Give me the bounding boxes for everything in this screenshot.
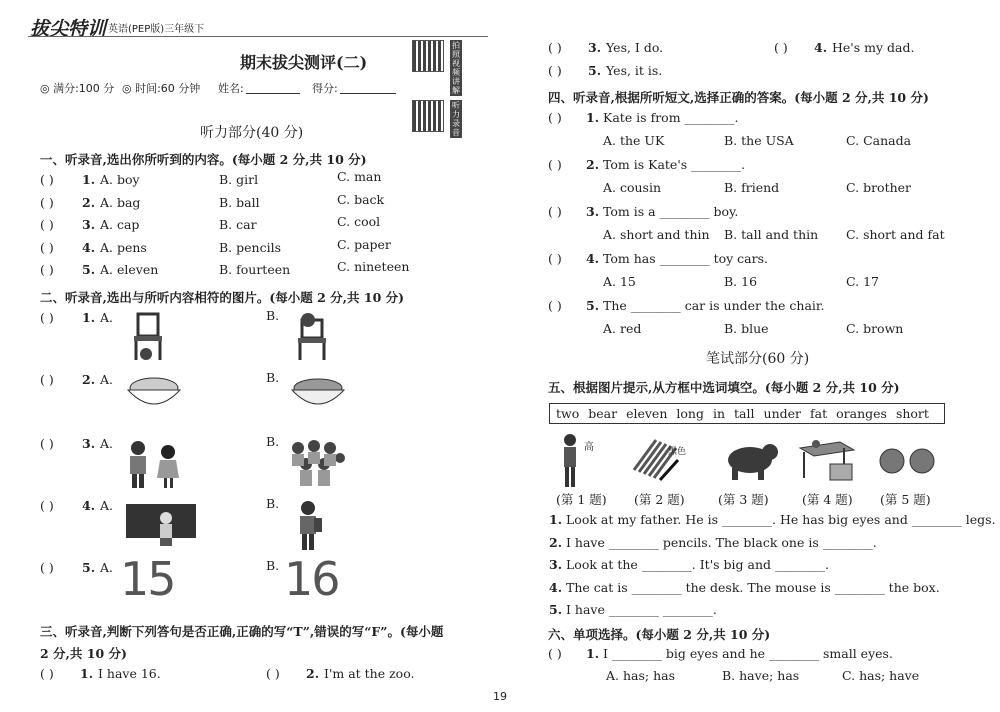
option-a: A.	[100, 560, 114, 575]
option-a: A.	[100, 436, 114, 451]
word-bank-item: in	[712, 406, 726, 421]
noodle-bowl-icon[interactable]	[288, 374, 348, 417]
question-number: 3.	[588, 40, 602, 55]
option-a: A. pens	[100, 239, 147, 255]
question-number: 1.	[586, 646, 600, 661]
question-number: 3.	[586, 204, 600, 219]
pic-label-2: (第 2 题)	[634, 492, 685, 507]
answer-sentence: Yes, I do.	[606, 40, 664, 55]
score-label: 得分:	[312, 82, 338, 95]
option-c: C. Canada	[846, 133, 912, 148]
sec3-title-line2: 2 分,共 10 分)	[40, 646, 127, 661]
student-backpack-icon[interactable]	[288, 500, 328, 555]
option-b: B. car	[219, 217, 257, 232]
option-b: B. ball	[219, 194, 260, 210]
option-a: A. short and thin	[603, 227, 710, 242]
answer-paren[interactable]: ( )	[40, 498, 54, 513]
teacher-blackboard-icon[interactable]	[124, 500, 198, 549]
sec2-title: 二、听录音,选出与所听内容相符的图片。(每小题 2 分,共 10 分)	[40, 290, 405, 305]
option-c: C. 17	[846, 274, 879, 289]
two-children-icon[interactable]	[124, 438, 184, 493]
option-b: B.	[266, 558, 280, 573]
option-a: A. the UK	[603, 133, 665, 148]
answer-sentence: He's my dad.	[832, 40, 915, 55]
question-number: 2.	[82, 194, 96, 210]
qr-code-audio[interactable]	[412, 100, 444, 132]
word-bank-item: long	[676, 406, 704, 421]
option-b: B. the USA	[724, 133, 794, 148]
question-number: 4.	[82, 239, 96, 255]
question-number: 1.	[82, 310, 96, 325]
option-c: C. cool	[337, 214, 381, 229]
number-fifteen[interactable]: 15	[120, 552, 175, 606]
sec5-title: 五、根据图片提示,从方框中选词填空。(每小题 2 分,共 10 分)	[548, 380, 900, 395]
question-number: 4.	[814, 40, 828, 55]
question-number: 2.	[549, 534, 563, 550]
answer-sentence: Yes, it is.	[606, 63, 663, 78]
answer-paren[interactable]: ( )	[548, 646, 562, 661]
option-c: C. back	[337, 191, 385, 207]
word-bank-item: fat	[810, 406, 828, 421]
option-a: A. eleven	[100, 262, 159, 277]
question-text: Tom is Kate's ________.	[603, 157, 746, 172]
question-number: 5.	[82, 560, 96, 575]
answer-paren[interactable]: ( )	[548, 63, 562, 78]
question-number: 1.	[549, 512, 563, 527]
question-number: 2.	[586, 157, 600, 172]
full-score: ◎ 满分:100 分	[40, 82, 115, 95]
chair-with-ball-under-icon[interactable]	[124, 312, 168, 365]
option-a: A. cap	[100, 217, 140, 232]
question-number: 4.	[82, 498, 96, 513]
writing-title: 笔试部分(60 分)	[706, 351, 810, 367]
desk-cat-mouse-icon	[796, 436, 860, 486]
option-b: B.	[266, 370, 280, 385]
option-c: C. brother	[846, 180, 912, 195]
word-bank-item: bear	[588, 406, 618, 421]
question-text: Tom is a ________ boy.	[603, 204, 739, 219]
option-b: B. fourteen	[219, 262, 291, 277]
question-text: The ________ car is under the chair.	[603, 298, 825, 313]
number-sixteen[interactable]: 16	[284, 552, 339, 606]
option-b: B. tall and thin	[724, 227, 819, 242]
pic1-tag: 高	[584, 442, 594, 453]
time-limit: ◎ 时间:60 分钟	[122, 82, 201, 95]
two-oranges-icon	[878, 446, 942, 478]
qr-audio-label: 听力录音	[452, 101, 460, 137]
question-number: 3.	[549, 557, 563, 572]
fill-blank-sentence[interactable]: Look at my father. He is ________. He has big eyes and ________ legs.	[566, 512, 996, 527]
option-a: A. cousin	[603, 180, 662, 195]
word-bank-item: two	[556, 406, 580, 421]
sec1-title: 一、听录音,选出你所听到的内容。(每小题 2 分,共 10 分)	[40, 152, 367, 167]
name-label: 姓名:	[218, 82, 244, 95]
answer-sentence: I have 16.	[98, 666, 161, 681]
qr-code-video[interactable]	[412, 40, 444, 72]
answer-paren[interactable]: ( )	[548, 157, 562, 172]
word-bank-item: under	[763, 406, 801, 421]
option-c: C. man	[337, 169, 382, 184]
page-title: 期末拔尖测评(二)	[240, 53, 368, 72]
answer-paren[interactable]: ( )	[40, 194, 54, 210]
answer-paren[interactable]: ( )	[548, 204, 562, 219]
word-bank-item: oranges	[836, 406, 887, 421]
answer-paren[interactable]: ( )	[548, 251, 562, 266]
option-a: A. red	[603, 321, 642, 336]
word-bank-item: short	[895, 406, 929, 421]
question-number: 4.	[586, 251, 600, 266]
answer-paren[interactable]: ( )	[40, 436, 54, 451]
option-b: B. girl	[219, 172, 259, 187]
option-b: B.	[266, 308, 280, 323]
answer-paren[interactable]: ( )	[40, 217, 54, 232]
answer-paren[interactable]: ( )	[774, 40, 788, 55]
question-text: I ________ big eyes and he ________ small eyes.	[603, 646, 893, 661]
question-number: 4.	[549, 579, 563, 595]
pic-label-4: (第 4 题)	[802, 492, 853, 507]
option-b: B. pencils	[219, 239, 281, 255]
header-divider	[28, 36, 488, 37]
option-a: A.	[100, 310, 114, 325]
bear-icon	[718, 438, 780, 482]
question-number: 5.	[588, 63, 602, 78]
answer-paren[interactable]: ( )	[40, 262, 54, 277]
question-number: 3.	[82, 217, 96, 232]
question-number: 1.	[82, 172, 96, 187]
pic-label-3: (第 3 题)	[718, 492, 769, 507]
fill-blank-sentence[interactable]: I have ________ ________.	[566, 602, 717, 617]
word-bank-item: eleven	[626, 406, 668, 421]
pic-label-5: (第 5 题)	[880, 492, 931, 507]
option-b: B. have; has	[722, 668, 800, 683]
option-a: A. boy	[100, 172, 140, 187]
option-a: A.	[100, 498, 114, 513]
option-a: A. has; has	[606, 668, 675, 683]
sec4-title: 四、听录音,根据所听短文,选择正确的答案。(每小题 2 分,共 10 分)	[548, 90, 929, 105]
answer-paren[interactable]: ( )	[548, 110, 562, 125]
subject-label: 英语(PEP版)三年级下	[108, 24, 205, 35]
fill-blank-sentence[interactable]: Look at the ________. It's big and ________.	[566, 557, 829, 572]
fill-blank-sentence[interactable]: The cat is ________ the desk. The mouse is ________ the box.	[566, 579, 940, 595]
question-number: 1.	[80, 666, 94, 681]
tall-man-icon	[556, 432, 606, 490]
question-number: 2.	[82, 372, 96, 387]
question-number: 1.	[586, 110, 600, 125]
answer-sentence: I'm at the zoo.	[324, 666, 415, 681]
listening-title: 听力部分(40 分)	[200, 125, 304, 141]
question-number: 5.	[586, 298, 600, 313]
page-number: 19	[493, 690, 507, 703]
chair-with-ball-on-icon[interactable]	[288, 312, 332, 365]
answer-paren[interactable]: ( )	[40, 560, 54, 575]
question-number: 5.	[549, 602, 563, 617]
qr-video-label: 拍照视频讲解	[452, 41, 460, 95]
group-children-icon[interactable]	[288, 438, 348, 493]
question-number: 3.	[82, 436, 96, 451]
option-b: B. blue	[724, 321, 769, 336]
question-text: Kate is from ________.	[603, 110, 739, 125]
sec3-title-line1: 三、听录音,判断下列答句是否正确,正确的写“T”,错误的写“F”。(每小题	[40, 624, 444, 639]
question-number: 5.	[82, 262, 96, 277]
answer-paren[interactable]: ( )	[548, 40, 562, 55]
question-number: 2.	[306, 666, 320, 681]
pic-label-1: (第 1 题)	[556, 492, 607, 507]
answer-paren[interactable]: ( )	[40, 310, 54, 325]
answer-paren[interactable]: ( )	[40, 239, 54, 255]
word-bank-item: tall	[734, 406, 755, 421]
answer-paren[interactable]: ( )	[40, 666, 54, 681]
option-b: B.	[266, 434, 280, 449]
option-c: C. nineteen	[337, 259, 410, 274]
brand-logo: 拔尖特训	[30, 18, 107, 40]
score-field[interactable]	[340, 93, 396, 94]
answer-paren[interactable]: ( )	[40, 372, 54, 387]
answer-paren[interactable]: ( )	[548, 298, 562, 313]
name-field[interactable]	[246, 93, 300, 94]
rice-bowl-icon[interactable]	[124, 374, 184, 417]
question-text: Tom has ________ toy cars.	[603, 251, 768, 266]
option-c: C. short and fat	[846, 227, 945, 242]
fill-blank-sentence[interactable]: I have ________ pencils. The black one is ________.	[566, 534, 877, 550]
option-b: B.	[266, 496, 280, 511]
option-c: C. brown	[846, 321, 904, 336]
option-c: C. has; have	[842, 668, 920, 683]
option-a: A.	[100, 372, 114, 387]
option-c: C. paper	[337, 236, 391, 252]
option-b: B. friend	[724, 180, 780, 195]
option-a: A. 15	[603, 274, 636, 289]
word-bank-box	[549, 403, 945, 424]
answer-paren[interactable]: ( )	[266, 666, 280, 681]
option-b: B. 16	[724, 274, 758, 289]
answer-paren[interactable]: ( )	[40, 172, 54, 187]
sec6-title: 六、单项选择。(每小题 2 分,共 10 分)	[548, 627, 771, 642]
pic2-tag: 黑色	[668, 447, 687, 457]
option-a: A. bag	[100, 194, 141, 210]
